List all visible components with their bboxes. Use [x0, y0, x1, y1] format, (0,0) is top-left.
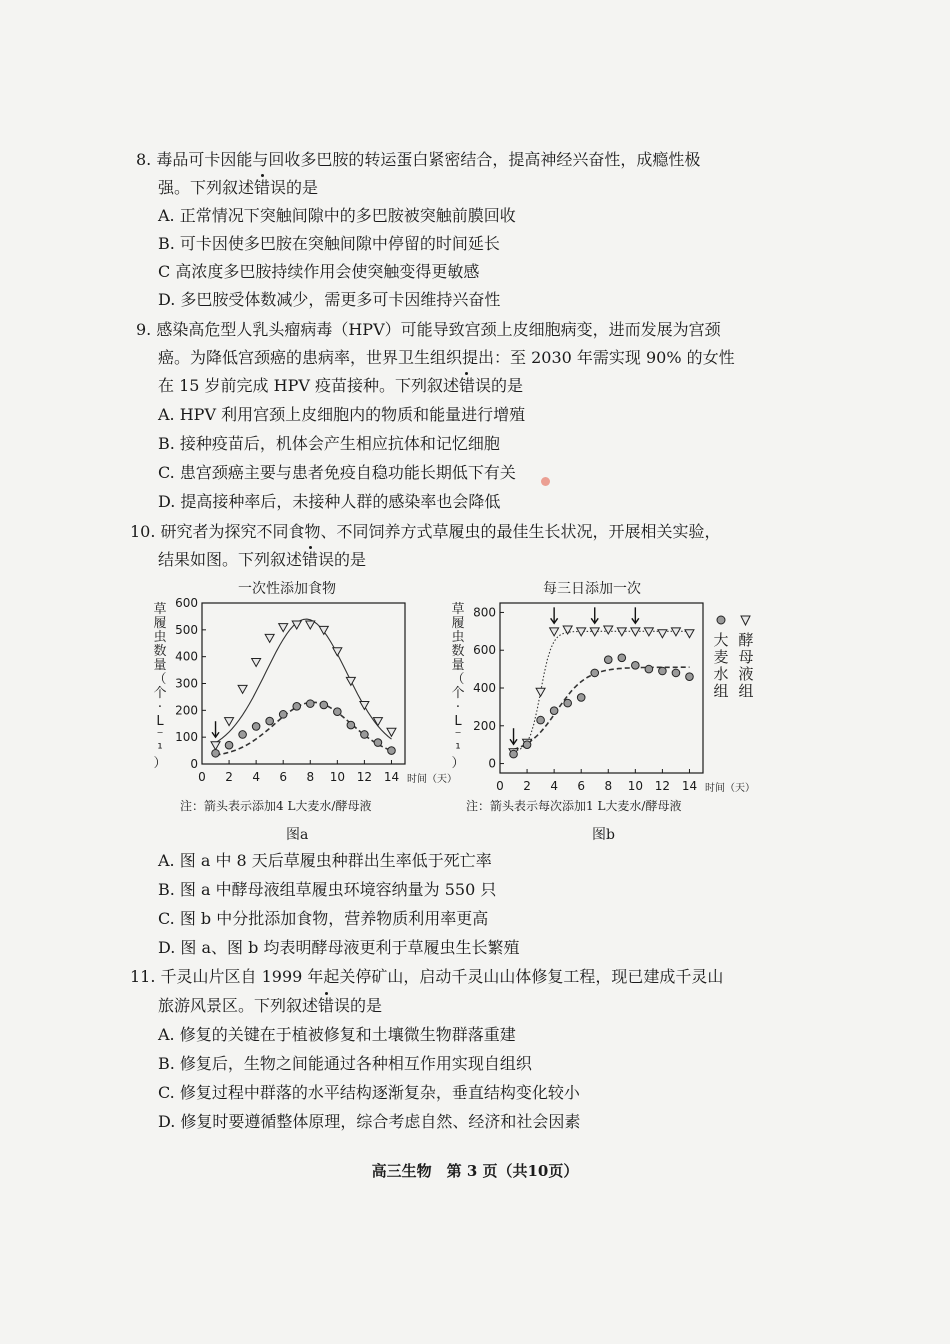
chart-b-triangle-point	[658, 630, 667, 638]
chart-a-frame	[202, 603, 405, 764]
chart-a-ytick-label: 200	[175, 703, 198, 718]
chart-b-xtick-label: 10	[627, 779, 643, 793]
chart-a-circle-point	[293, 703, 301, 711]
chart-a-triangle-point	[225, 718, 234, 726]
chart-b-ytick-label: 600	[473, 643, 496, 658]
chart-b-circle-point	[618, 654, 626, 662]
chart-b-circle-point	[659, 667, 667, 675]
q9-stem-line3: 在 15 岁前完成 HPV 疫苗接种。下列叙述错误的是	[158, 376, 524, 395]
chart-b-circle-point	[537, 716, 545, 724]
chart-a-circle-curve	[216, 702, 392, 755]
chart-a-circle-point	[306, 700, 314, 708]
chart-b-ytick-label: 800	[473, 605, 496, 620]
chart-a-xtick-label: 4	[252, 770, 260, 784]
chart-b-note: 注：箭头表示每次添加1 L大麦水/酵母液	[466, 799, 682, 813]
chart-b-circle-curve	[514, 667, 690, 749]
chart-a-circle-point	[266, 717, 274, 725]
chart-a	[153, 596, 457, 785]
chart-a-figure-label: 图a	[286, 827, 309, 843]
legend-barley-label-char: 组	[713, 682, 729, 700]
q11-option-d: D. 修复时要遵循整体原理，综合考虑自然、经济和社会因素	[158, 1112, 581, 1131]
q9-option-d: D. 提高接种率后，未接种人群的感染率也会降低	[158, 492, 501, 511]
chart-a-ylabel-char: 个	[153, 686, 167, 701]
legend-yeast-label-char: 母	[738, 648, 754, 666]
chart-a-circle-point	[320, 701, 328, 709]
chart-a-ylabel	[153, 602, 166, 771]
chart-a-ylabel-char: （	[153, 672, 167, 687]
q10-option-d: D. 图 a、图 b 均表明酵母液更利于草履虫生长繁殖	[158, 938, 520, 957]
chart-a-triangle-point	[238, 685, 247, 693]
chart-a-ylabel-char: ¹	[157, 742, 163, 757]
chart-a-triangle-point	[211, 742, 220, 750]
q9-stem-line1: 9. 感染高危型人乳头瘤病毒（HPV）可能导致宫颈上皮细胞病变，进而发展为宫颈	[136, 320, 721, 339]
chart-a-triangle-point	[333, 648, 342, 656]
chart-a-circle-point	[279, 711, 287, 719]
chart-a-ytick-label: 100	[175, 730, 198, 745]
chart-b-xtick-label: 6	[577, 779, 586, 793]
chart-b-xlabel: 时间（天）	[705, 783, 755, 794]
chart-a-xtick-label: 8	[306, 770, 315, 784]
chart-b-ylabel-char: 数	[451, 644, 465, 659]
chart-a-note: 注：箭头表示添加4 L大麦水/酵母液	[180, 799, 372, 813]
chart-b-ylabel-char: ）	[451, 756, 465, 771]
q11-stem-line2: 旅游风景区。下列叙述错误的是	[158, 996, 383, 1015]
chart-a-triangle-point	[265, 634, 274, 642]
chart-a-ytick-label: 300	[175, 676, 198, 691]
chart-a-triangle-point	[360, 701, 369, 709]
chart-a-ylabel-char: L	[156, 714, 164, 729]
chart-b-ylabel-char: 个	[451, 686, 465, 701]
q9-option-a: A. HPV 利用宫颈上皮细胞内的物质和能量进行增殖	[158, 405, 526, 424]
page-footer: 高三生物 第 3 页（共10页）	[371, 1162, 579, 1180]
chart-a-circle-point	[239, 731, 247, 739]
legend-barley-label-char: 大	[713, 631, 729, 649]
chart-b-ylabel-char: 虫	[451, 630, 465, 645]
legend-yeast-label	[738, 631, 753, 700]
chart-b-ylabel-char: ¹	[455, 742, 461, 757]
chart-a-triangle-point	[279, 624, 288, 632]
chart-b-xtick-label: 14	[681, 779, 698, 793]
q9-stem-line2: 癌。为降低宫颈癌的患病率，世界卫生组织提出：至 2030 年需实现 90% 的女性	[158, 348, 735, 367]
chart-b-ylabel-char: （	[451, 672, 465, 687]
chart-a-triangle-point	[306, 621, 315, 629]
chart-a-triangle-point	[319, 626, 328, 634]
q8-option-b: B. 可卡因使多巴胺在突触间隙中停留的时间延长	[158, 234, 500, 253]
q10-option-b: B. 图 a 中酵母液组草履虫环境容纳量为 550 只	[158, 880, 497, 899]
chart-a-ytick-label: 0	[190, 757, 198, 771]
chart-b-triangle-point	[604, 626, 613, 634]
chart-a-ylabel-char: ⁻	[156, 728, 164, 743]
chart-a-circle-point	[347, 721, 355, 729]
chart-b-xtick-label: 12	[654, 779, 671, 793]
chart-b-circle-point	[686, 673, 694, 681]
chart-b-circle-point	[510, 750, 518, 758]
chart-a-circle-point	[374, 739, 382, 747]
chart-a-ytick-label: 500	[175, 622, 198, 637]
chart-b-ylabel-char: L	[454, 714, 462, 729]
q11-stem-line1: 11. 千灵山片区自 1999 年起关停矿山，启动千灵山山体修复工程，现已建成千灵山	[130, 967, 724, 986]
q11-option-a: A. 修复的关键在于植被修复和土壤微生物群落重建	[158, 1025, 516, 1044]
chart-b-triangle-point	[685, 630, 694, 638]
chart-b-triangle-point	[536, 688, 545, 696]
legend-barley-label-char: 水	[713, 665, 729, 683]
chart-b-circle-point	[645, 665, 653, 673]
q9-option-c: C. 患宫颈癌主要与患者免疫自稳功能长期低下有关	[158, 463, 516, 482]
chart-b-xtick-label: 0	[496, 779, 504, 793]
chart-a-triangle-curve	[216, 619, 392, 743]
q9-option-b: B. 接种疫苗后，机体会产生相应抗体和记忆细胞	[158, 434, 500, 453]
chart-a-xtick-label: 6	[279, 770, 288, 784]
chart-a-circle-point	[388, 747, 396, 755]
chart-a-ylabel-char: 草	[153, 602, 167, 617]
chart-b-circle-point	[523, 741, 531, 749]
chart-a-xlabel: 时间（天）	[407, 774, 457, 785]
chart-a-triangle-point	[346, 677, 355, 685]
q8-stem-line2: 强。下列叙述错误的是	[158, 178, 319, 197]
figure-charts	[0, 595, 950, 825]
q10-stem-line1: 10. 研究者为探究不同食物、不同饲养方式草履虫的最佳生长状况，开展相关实验，	[130, 522, 721, 541]
legend-yeast-label-char: 液	[738, 665, 754, 683]
chart-b-title: 每三日添加一次	[543, 581, 641, 597]
chart-a-ylabel-char: 虫	[153, 630, 167, 645]
legend-circle-marker	[717, 616, 725, 624]
chart-a-circle-point	[225, 741, 233, 749]
chart-b-ytick-label: 400	[473, 681, 496, 695]
chart-a-circle-point	[361, 731, 369, 739]
chart-a-xtick-label: 2	[225, 770, 233, 784]
q11-option-c: C. 修复过程中群落的水平结构逐渐复杂，垂直结构变化较小	[158, 1083, 580, 1102]
legend-triangle-marker	[741, 616, 750, 625]
chart-a-xtick-label: 0	[198, 770, 206, 784]
chart-b-xtick-label: 4	[550, 779, 558, 793]
q11-option-b: B. 修复后，生物之间能通过各种相互作用实现自组织	[158, 1054, 532, 1073]
chart-b-ylabel	[451, 602, 464, 771]
chart-a-ylabel-char: ）	[153, 756, 167, 771]
chart-b	[451, 602, 755, 794]
q8-option-c: C 高浓度多巴胺持续作用会使突触变得更敏感	[158, 262, 480, 281]
chart-a-circle-point	[212, 749, 220, 757]
chart-b-xtick-label: 8	[604, 779, 613, 793]
chart-b-triangle-point	[563, 626, 572, 634]
chart-b-ytick-label: 200	[473, 718, 496, 733]
legend-yeast-label-char: 酵	[738, 631, 754, 649]
chart-a-ytick-label: 600	[175, 596, 198, 610]
chart-a-ytick-label: 400	[175, 649, 198, 664]
q8-stem-line1: 8. 毒品可卡因能与回收多巴胺的转运蛋白紧密结合，提高神经兴奋性，成瘾性极	[136, 150, 701, 169]
chart-b-circle-point	[672, 669, 680, 677]
chart-a-xtick-label: 14	[383, 770, 400, 784]
q10-option-c: C. 图 b 中分批添加食物，营养物质利用率更高	[158, 909, 489, 928]
chart-b-figure-label: 图b	[592, 827, 615, 843]
q10-option-a: A. 图 a 中 8 天后草履虫种群出生率低于死亡率	[158, 851, 492, 870]
chart-a-title: 一次性添加食物	[238, 581, 336, 597]
chart-b-ylabel-char: 量	[451, 658, 465, 673]
q10-stem-line2: 结果如图。下列叙述错误的是	[158, 550, 367, 569]
chart-a-ylabel-char: 数	[153, 644, 167, 659]
chart-b-circle-point	[577, 694, 585, 702]
chart-b-triangle-point	[644, 628, 653, 636]
chart-b-circle-point	[550, 707, 558, 715]
chart-a-circle-point	[334, 708, 342, 716]
chart-b-circle-point	[632, 662, 640, 670]
chart-a-triangle-point	[387, 728, 396, 736]
chart-a-ylabel-char: 量	[153, 658, 167, 673]
chart-a-circle-point	[252, 723, 260, 731]
chart-b-ylabel-char: 履	[451, 616, 465, 631]
chart-b-circle-point	[564, 699, 572, 707]
chart-a-ylabel-char: ·	[157, 700, 163, 715]
chart-b-circle-point	[604, 656, 612, 664]
chart-b-ylabel-char: ·	[455, 700, 461, 715]
q8-option-d: D. 多巴胺受体数减少，需更多可卡因维持兴奋性	[158, 290, 501, 309]
chart-b-ylabel-char: 草	[451, 602, 465, 617]
chart-a-xtick-label: 10	[329, 770, 345, 784]
q8-option-a: A. 正常情况下突触间隙中的多巴胺被突触前膜回收	[158, 206, 516, 225]
chart-b-ytick-label: 0	[488, 756, 496, 771]
legend-barley-label	[713, 631, 728, 700]
red-mark	[541, 477, 550, 486]
chart-b-circle-point	[591, 669, 599, 677]
chart-a-triangle-point	[252, 659, 261, 667]
chart-b-ylabel-char: ⁻	[454, 728, 462, 743]
legend-barley-label-char: 麦	[713, 648, 729, 666]
legend-yeast-label-char: 组	[738, 682, 754, 700]
chart-a-ylabel-char: 履	[153, 616, 167, 631]
chart-a-xtick-label: 12	[356, 770, 373, 784]
chart-b-triangle-point	[550, 628, 559, 636]
chart-b-xtick-label: 2	[523, 779, 531, 793]
